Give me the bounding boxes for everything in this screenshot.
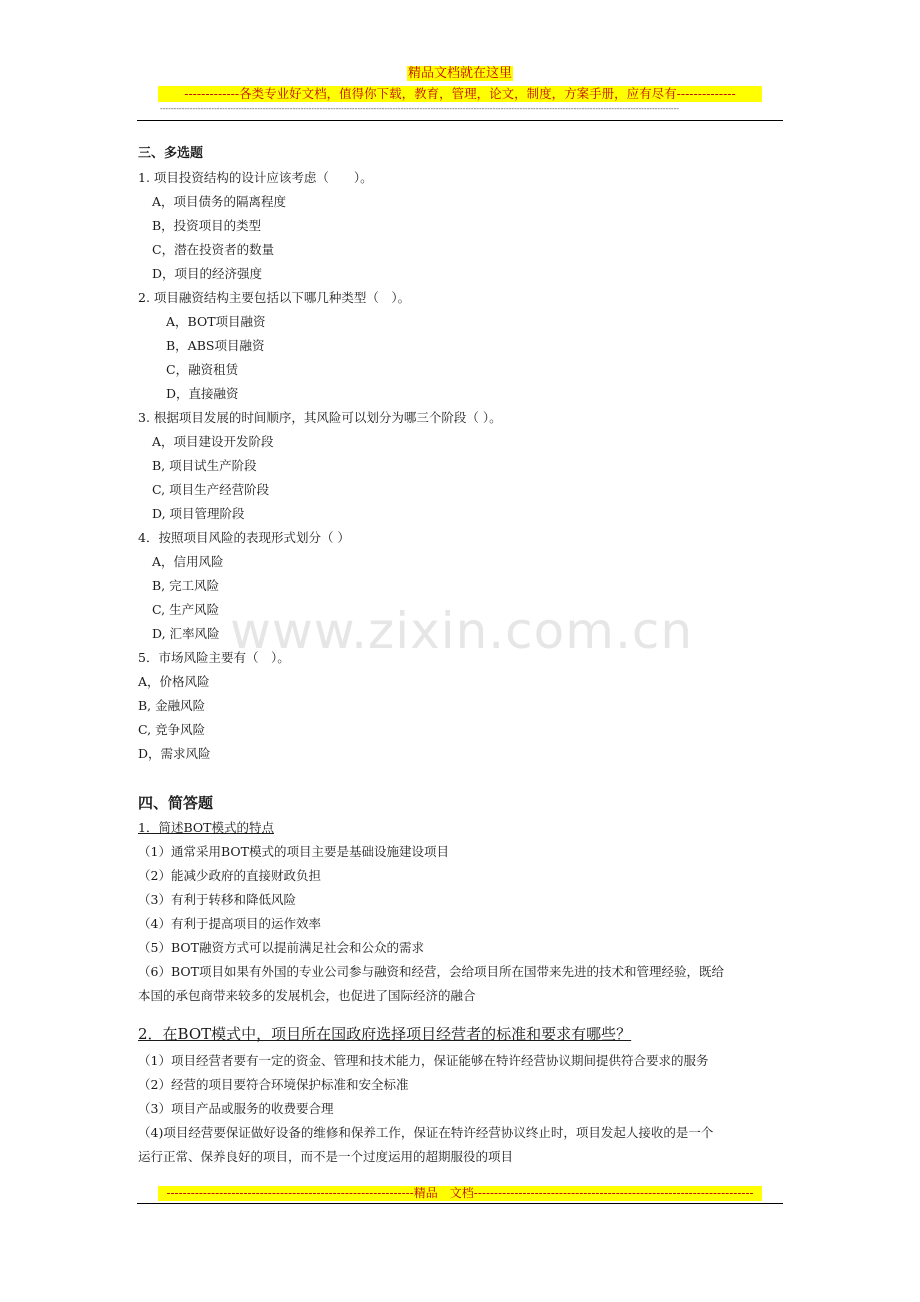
question-3: 3. 根据项目发展的时间顺序，其风险可以划分为哪三个阶段（ ）。	[138, 410, 502, 425]
question-2: 2. 项目融资结构主要包括以下哪几种类型（ ）。	[138, 290, 411, 305]
question-4: 4．按照项目风险的表现形式划分（ ）	[138, 530, 350, 545]
question-3-option-d: D, 项目管理阶段	[152, 506, 245, 521]
short-answer-1-title: 1．简述BOT模式的特点	[138, 820, 274, 835]
short-answer-2-item-4-cont: 运行正常、保养良好的项目，而不是一个过度运用的超期服役的项目	[138, 1149, 514, 1164]
question-3-option-c: C, 项目生产经营阶段	[152, 482, 270, 497]
question-5-option-b: B, 金融风险	[138, 698, 206, 713]
question-3-option-a: A，项目建设开发阶段	[152, 434, 274, 449]
question-5-option-a: A，价格风险	[138, 674, 210, 689]
short-answer-1-item-1: （1）通常采用BOT模式的项目主要是基础设施建设项目	[138, 844, 449, 859]
header-title: 精品文档就在这里	[407, 66, 512, 81]
question-1-option-a: A，项目债务的隔离程度	[152, 194, 287, 209]
short-answer-2-item-4: （4)项目经营要保证做好设备的维修和保养工作，保证在特许经营协议终止时，项目发起人接收的是一个	[138, 1125, 714, 1140]
short-answer-1-item-6-cont: 本国的承包商带来较多的发展机会，也促进了国际经济的融合	[138, 988, 476, 1003]
header-divider-dashes: ------------------------------------------------------------------------------------------------------------------------------------------------------------------------------------------------	[160, 104, 679, 113]
short-answer-1-item-3: （3）有利于转移和降低风险	[138, 892, 296, 907]
short-answer-1-item-6: （6）BOT项目如果有外国的专业公司参与融资和经营，会给项目所在国带来先进的技术和管理经验，既给	[138, 964, 724, 979]
short-answer-1-item-5: （5）BOT融资方式可以提前满足社会和公众的需求	[138, 940, 424, 955]
question-5-option-d: D，需求风险	[138, 746, 211, 761]
question-1-option-b: B，投资项目的类型	[152, 218, 262, 233]
header-rule	[137, 120, 783, 121]
short-answer-1-item-4: （4）有利于提高项目的运作效率	[138, 916, 321, 931]
question-2-option-a: A，BOT项目融资	[166, 314, 266, 329]
short-answer-2-item-3: （3）项目产品或服务的收费要合理	[138, 1101, 334, 1116]
question-2-option-d: D，直接融资	[166, 386, 239, 401]
short-answer-2-item-2: （2）经营的项目要符合环境保护标准和安全标准	[138, 1077, 409, 1092]
short-answer-1-item-2: （2）能减少政府的直接财政负担	[138, 868, 321, 883]
section-heading-short-answer: 四、简答题	[138, 794, 214, 812]
question-2-option-c: C，融资租赁	[166, 362, 239, 377]
section-heading-multiple-choice: 三、多选题	[138, 146, 204, 161]
question-4-option-d: D, 汇率风险	[152, 626, 220, 641]
footer-banner: -------------------------------------------------------------精品 文档---------------------------------------------------------------------	[158, 1186, 762, 1201]
short-answer-2-item-1: （1）项目经营者要有一定的资金、管理和技术能力，保证能够在特许经营协议期间提供符合要求的服务	[138, 1053, 709, 1068]
question-3-option-b: B, 项目试生产阶段	[152, 458, 257, 473]
question-4-option-b: B, 完工风险	[152, 578, 220, 593]
watermark: www.zixin.com.cn	[230, 602, 694, 660]
question-2-option-b: B，ABS项目融资	[166, 338, 265, 353]
question-1: 1. 项目投资结构的设计应该考虑（ ）。	[138, 170, 373, 185]
short-answer-2-title: 2．在BOT模式中，项目所在国政府选择项目经营者的标准和要求有哪些？	[138, 1025, 632, 1043]
question-5: 5．市场风险主要有（ ）。	[138, 650, 290, 665]
question-1-option-d: D，项目的经济强度	[152, 266, 263, 281]
question-4-option-c: C, 生产风险	[152, 602, 220, 617]
question-1-option-c: C，潜在投资者的数量	[152, 242, 275, 257]
header-banner: -------------各类专业好文档，值得你下载，教育，管理，论文，制度，方案手册，应有尽有--------------	[158, 86, 762, 102]
question-5-option-c: C, 竞争风险	[138, 722, 206, 737]
question-4-option-a: A，信用风险	[152, 554, 224, 569]
footer-rule	[137, 1203, 783, 1204]
